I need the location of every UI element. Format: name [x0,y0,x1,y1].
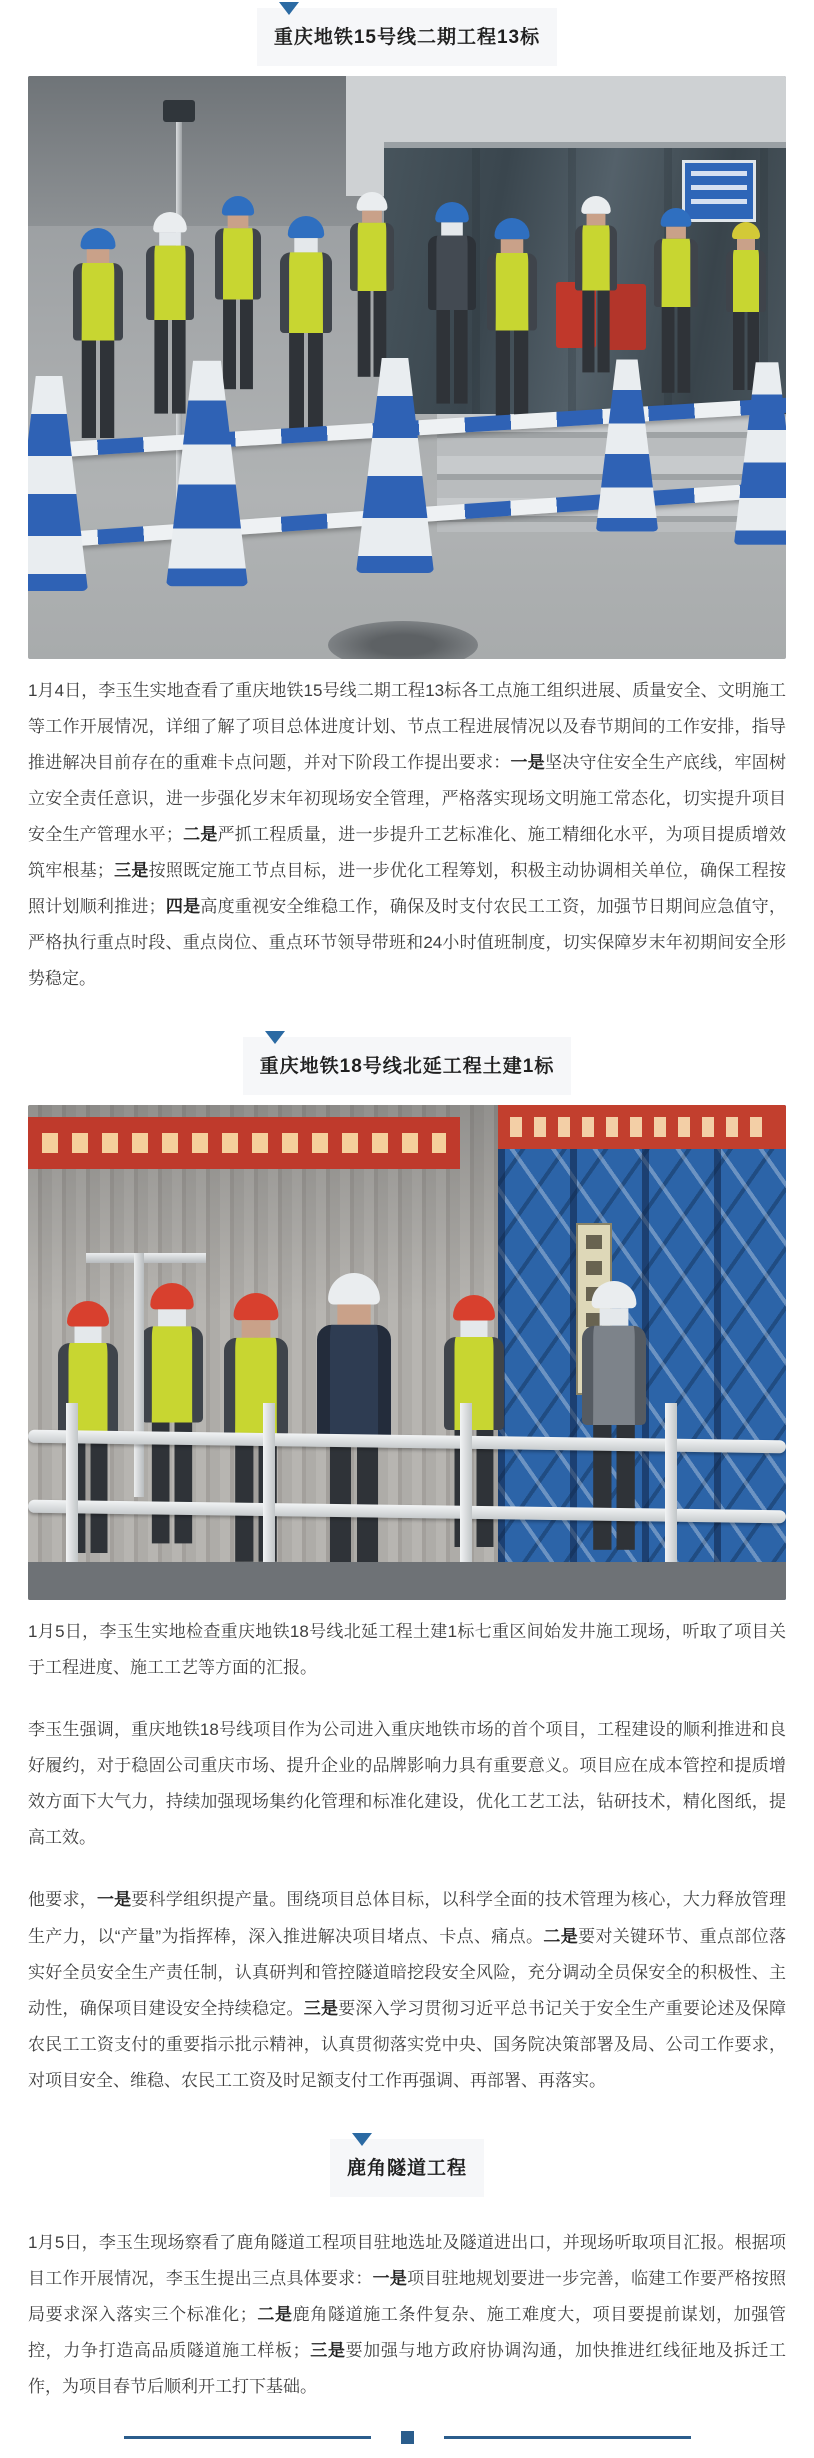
divider-line [124,2436,371,2439]
triangle-marker-icon [265,1031,285,1044]
worker-figure [208,196,268,389]
photo-metro18-shaft-inspection [28,1105,786,1600]
worker-figure [480,218,545,428]
paragraph: 李玉生强调，重庆地铁18号线项目作为公司进入重庆地铁市场的首个项目，工程建设的顺利推进和良好履约，对于稳固公司重庆市场、提升企业的品牌影响力具有重要意义。项目应在成本管控和提质增效方面下大气力，持续加强现场集约化管理和标准化建设，优化工艺工法，钻研技术，精化图纸，提高工效。 [28,1720,786,1848]
section-title-box [257,8,557,66]
worker-figure [569,196,624,372]
red-banner [28,1117,460,1169]
worker-figure [66,228,131,438]
paragraph: 1月5日，李玉生实地检查重庆地铁18号线北延工程土建1标七重区间始发井施工现场，听取了项目关于工程进度、施工工艺等方面的汇报。 [28,1622,786,1678]
worker-figure [343,192,400,377]
worker-figure [272,216,340,434]
ground-strip [28,1562,786,1600]
street-background [28,76,377,226]
section-metro-line15 [28,8,786,997]
section-title: 重庆地铁15号线二期工程13标 [273,27,541,48]
worker-figure [214,1293,297,1562]
scaffold-pipe [134,1253,144,1497]
end-divider [28,2431,786,2444]
divider-square-icon [401,2431,414,2444]
worker-figure [49,1301,127,1553]
manhole-cover [328,621,478,659]
leader-figure [306,1273,402,1584]
worker-figure [647,208,704,393]
paragraph: 1月5日，李玉生现场察看了鹿角隧道工程项目驻地选址及隧道进出口，并现场听取项目汇报。根据项目工作开展情况，李玉生提出三点具体要求：一是项目驻地规划要进一步完善，临建工作要严格按照局要求深入落实三个标准化；二是鹿角隧道施工条件复杂、施工难度大，项目要提前谋划，加强管控，力争打造高品质隧道施工样板；三是要加强与地方政府协调沟通，加快推进红线征地及拆迁工作，为项目春节后顺利开工打下基础。 [28,2232,787,2396]
red-banner [498,1105,786,1149]
section-title-box [330,2139,484,2197]
section-title: 鹿角隧道工程 [346,2157,467,2179]
worker-figure [421,202,483,404]
pole-camera-box [163,100,195,122]
triangle-marker-icon [279,2,299,15]
divider-line [444,2436,691,2439]
section-header [28,1037,786,1095]
section-lujiao-tunnel [28,2139,786,2405]
paragraph: 他要求，一是要科学组织提产量。围绕项目总体目标，以科学全面的技术管理为核心，大力释放管理生产力，以“产量”为指挥棒，深入推进解决项目堵点、卡点、痛点。二是要对关键环节、重点部位落实好全员安全生产责任制，认真研判和管控隧道暗挖段安全风险，充分调动全员保安全的积极性、主动性，确保项目建设安全持续稳定。三是要深入学习贯彻习近平总书记关于安全生产重要论述及保障农民工工资支付的重要指示批示精神，认真贯彻落实党中央、国务院决策部署及局、公司工作要求，对项目安全、维稳、农民工工资及时足额支付工作再强调、再部署、再落实。 [28,1890,787,2090]
scaffold-pipe [86,1253,206,1263]
paragraph: 1月4日，李玉生实地查看了重庆地铁15号线二期工程13标各工点施工组织进展、质量安全、文明施工等工作开展情况，详细了解了项目总体进度计划、节点工程进展情况以及春节期间的工作安排，指导推进解决目前存在的重难卡点问题，并对下阶段工作提出要求：一是坚决守住安全生产底线，牢固树立安全责任意识，进一步强化岁末年初现场安全管理，严格落实现场文明施工常态化，切实提升项目安全生产管理水平；二是严抓工程质量，进一步提升工艺标准化、施工精细化水平，为项目提质增效筑牢根基；三是按照既定施工节点目标，进一步优化工程筹划，积极主动协调相关单位，确保工程按照计划顺利推进；四是高度重视安全维稳工作，确保及时支付农民工工资，加强节日期间应急值守，严格执行重点时段、重点岗位、重点环节领导带班和24小时值班制度，切实保障岁末年初期间安全形势稳定。 [28,681,787,989]
photo-metro15-site-walkthrough [28,76,786,659]
triangle-marker-icon [352,2133,372,2146]
section-header [28,8,786,66]
section-title: 重庆地铁18号线北延工程土建1标 [259,1056,555,1078]
section-metro-line18 [28,1037,786,2098]
section-title-box [243,1037,572,1095]
section-header [28,2139,786,2197]
